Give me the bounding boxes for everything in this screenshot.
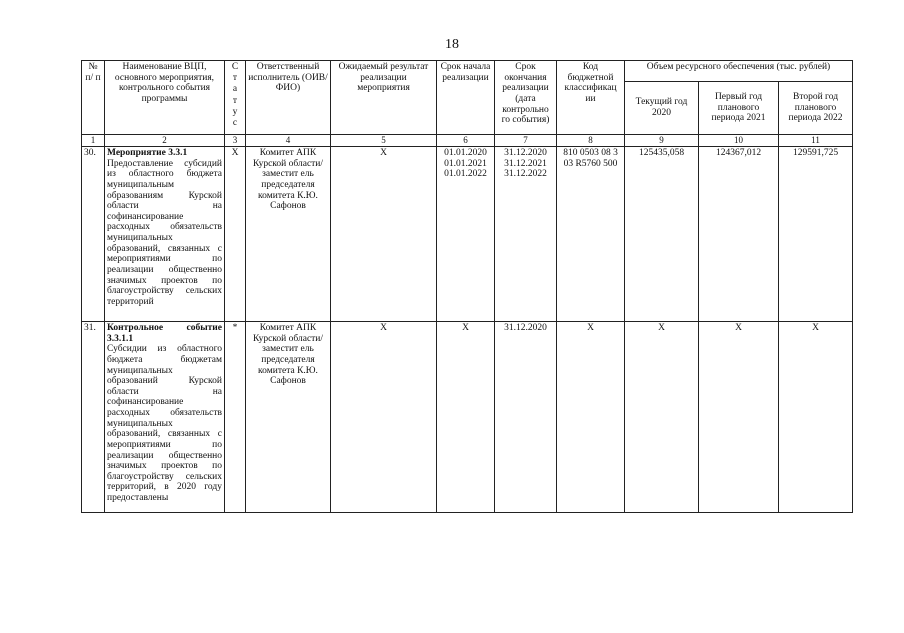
row-start-dates: [437, 147, 495, 322]
header-status-letter: с: [232, 118, 238, 129]
program-activities-table: [81, 60, 853, 513]
row-amount-2022: X: [779, 322, 853, 513]
row-result: X: [331, 322, 437, 513]
column-number: 4: [246, 135, 331, 147]
header-end: Срок окончания реализации (дата контрольно го события): [495, 61, 557, 135]
row-amount-2021: 124367,012: [699, 147, 779, 322]
column-number: 5: [331, 135, 437, 147]
row-amount-2022: 129591,725: [779, 147, 853, 322]
end-date: 31.12.2020: [504, 148, 547, 158]
row-name-cell: [105, 147, 225, 322]
header-kbk: Код бюджетной классификац ии: [557, 61, 625, 135]
header-number: № п/ п: [82, 61, 105, 135]
column-number: 11: [779, 135, 853, 147]
row-amount-2020: 125435,058: [625, 147, 699, 322]
row-number: 31.: [82, 322, 105, 513]
row-title: Мероприятие 3.3.1: [107, 148, 188, 158]
header-result: Ожидаемый результат реализации мероприятия: [331, 61, 437, 135]
column-number: 7: [495, 135, 557, 147]
table-row: [82, 147, 853, 322]
start-date: 01.01.2022: [444, 169, 487, 180]
header-status-letter: т: [232, 73, 238, 84]
header-resources-group: Объем ресурсного обеспечения (тыс. рублей): [625, 61, 853, 82]
header-status-letter: С: [231, 62, 239, 72]
column-numbers-row: [82, 135, 853, 147]
row-number: 30.: [82, 147, 105, 322]
column-number: 6: [437, 135, 495, 147]
end-date: 31.12.2021: [504, 158, 547, 169]
header-year-2020: Текущий год 2020: [625, 82, 699, 135]
row-description: Предоставление субсидий из областного бюджета муниципальным образованиям Курской области на софинансирование расходных обязательств муниципальных образований, связанных с мероприятиями по реализации общественно значимых проектов по благоустройству сельских территорий: [107, 158, 222, 307]
column-number: 8: [557, 135, 625, 147]
table-row: [82, 322, 853, 513]
row-amount-2020: X: [625, 322, 699, 513]
header-status-letter: а: [232, 84, 238, 95]
row-amount-2021: X: [699, 322, 779, 513]
start-date: 01.01.2021: [444, 158, 487, 169]
header-year-2022: Второй год планового периода 2022: [779, 82, 853, 135]
row-end-dates: [495, 147, 557, 322]
row-kbk: X: [557, 322, 625, 513]
header-status: [225, 61, 246, 135]
row-end-dates: [495, 322, 557, 513]
column-number: 9: [625, 135, 699, 147]
row-executor: Комитет АПК Курской области/заместит ель председателя комитета К.Ю. Сафонов: [246, 322, 331, 513]
row-description: Субсидии из областного бюджета бюджетам муниципальных образований Курской области на софинансирование расходных обязательств муниципальных образований, связанных с мероприятиями по реализации общественно значимых проектов по благоустройству сельских территорий, в 2020 году предоставлены: [107, 344, 222, 503]
header-start: Срок начала реализации: [437, 61, 495, 135]
end-date: 31.12.2020: [504, 323, 547, 333]
page-number: 18: [445, 37, 459, 52]
header-status-letter: т: [232, 95, 238, 106]
header-year-2021: Первый год планового периода 2021: [699, 82, 779, 135]
row-title: Контрольное событие 3.3.1.1: [107, 323, 222, 344]
row-status: *: [225, 322, 246, 513]
row-executor: Комитет АПК Курской области/заместит ель председателя комитета К.Ю. Сафонов: [246, 147, 331, 322]
row-kbk: 810 0503 08 3 03 R5760 500: [557, 147, 625, 322]
header-executor: Ответственный исполнитель (ОИВ/ФИО): [246, 61, 331, 135]
end-date: 31.12.2022: [504, 169, 547, 180]
start-date: X: [462, 323, 469, 333]
column-number: 2: [105, 135, 225, 147]
header-name: Наименование ВЦП, основного мероприятия, контрольного события программы: [105, 61, 225, 135]
row-status: X: [225, 147, 246, 322]
start-date: 01.01.2020: [444, 148, 487, 158]
row-start-dates: [437, 322, 495, 513]
column-number: 3: [225, 135, 246, 147]
row-name-cell: [105, 322, 225, 513]
column-number: 10: [699, 135, 779, 147]
column-number: 1: [82, 135, 105, 147]
header-status-letter: у: [232, 106, 238, 117]
row-result: X: [331, 147, 437, 322]
